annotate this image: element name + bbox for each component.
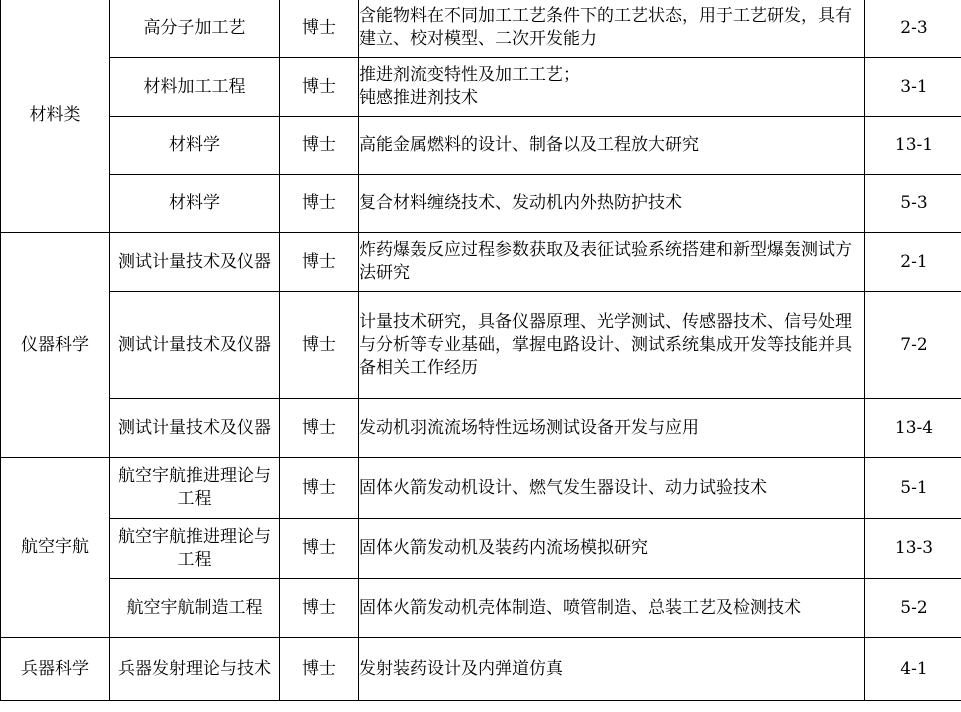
category-cell: 航空宇航	[1, 458, 110, 638]
code-cell: 13-3	[865, 519, 961, 579]
description-cell: 复合材料缠绕技术、发动机内外热防护技术	[359, 175, 865, 233]
code-cell: 7-2	[865, 292, 961, 399]
table-row	[1, 233, 961, 292]
degree-cell: 博士	[280, 233, 359, 292]
category-cell: 仪器科学	[1, 233, 110, 458]
table-row	[1, 117, 961, 175]
category-cell: 兵器科学	[1, 638, 110, 701]
code-cell: 5-1	[865, 458, 961, 519]
description-cell: 固体火箭发动机设计、燃气发生器设计、动力试验技术	[359, 458, 865, 519]
table-row	[1, 579, 961, 638]
degree-cell: 博士	[280, 0, 359, 58]
degree-cell: 博士	[280, 638, 359, 701]
description-cell: 炸药爆轰反应过程参数获取及表征试验系统搭建和新型爆轰测试方法研究	[359, 233, 865, 292]
major-cell: 材料学	[110, 175, 280, 233]
code-cell: 5-2	[865, 579, 961, 638]
degree-cell: 博士	[280, 175, 359, 233]
description-cell: 固体火箭发动机及装药内流场模拟研究	[359, 519, 865, 579]
major-cell: 测试计量技术及仪器	[110, 399, 280, 458]
category-cell: 材料类	[1, 0, 110, 233]
degree-cell: 博士	[280, 58, 359, 117]
code-cell: 4-1	[865, 638, 961, 701]
degree-cell: 博士	[280, 519, 359, 579]
major-cell: 材料加工工程	[110, 58, 280, 117]
degree-cell: 博士	[280, 117, 359, 175]
description-cell: 含能物料在不同加工工艺条件下的工艺状态，用于工艺研发，具有建立、校对模型、二次开发能力	[359, 0, 865, 58]
table-row	[1, 0, 961, 58]
code-cell: 5-3	[865, 175, 961, 233]
description-cell: 计量技术研究，具备仪器原理、光学测试、传感器技术、信号处理与分析等专业基础，掌握电路设计、测试系统集成开发等技能并具备相关工作经历	[359, 292, 865, 399]
major-cell: 测试计量技术及仪器	[110, 292, 280, 399]
table-row	[1, 638, 961, 701]
table-row	[1, 58, 961, 117]
code-cell: 2-3	[865, 0, 961, 58]
degree-cell: 博士	[280, 458, 359, 519]
description-cell: 发动机羽流流场特性远场测试设备开发与应用	[359, 399, 865, 458]
major-cell: 测试计量技术及仪器	[110, 233, 280, 292]
table-row	[1, 175, 961, 233]
description-cell: 高能金属燃料的设计、制备以及工程放大研究	[359, 117, 865, 175]
degree-cell: 博士	[280, 579, 359, 638]
code-cell: 2-1	[865, 233, 961, 292]
table-row	[1, 292, 961, 399]
code-cell: 13-4	[865, 399, 961, 458]
description-cell	[359, 58, 865, 117]
description-cell: 发射装药设计及内弹道仿真	[359, 638, 865, 701]
code-cell: 13-1	[865, 117, 961, 175]
degree-cell: 博士	[280, 292, 359, 399]
major-cell: 高分子加工艺	[110, 0, 280, 58]
table-row	[1, 519, 961, 579]
major-cell: 航空宇航推进理论与工程	[110, 519, 280, 579]
table-row	[1, 399, 961, 458]
description-cell: 固体火箭发动机壳体制造、喷管制造、总装工艺及检测技术	[359, 579, 865, 638]
degree-cell: 博士	[280, 399, 359, 458]
table-row	[1, 458, 961, 519]
description-line: 推进剂流变特性及加工工艺；	[359, 65, 580, 85]
major-cell: 兵器发射理论与技术	[110, 638, 280, 701]
major-cell: 航空宇航制造工程	[110, 579, 280, 638]
description-line: 钝感推进剂技术	[359, 88, 478, 108]
major-cell: 航空宇航推进理论与工程	[110, 458, 280, 519]
code-cell: 3-1	[865, 58, 961, 117]
major-cell: 材料学	[110, 117, 280, 175]
